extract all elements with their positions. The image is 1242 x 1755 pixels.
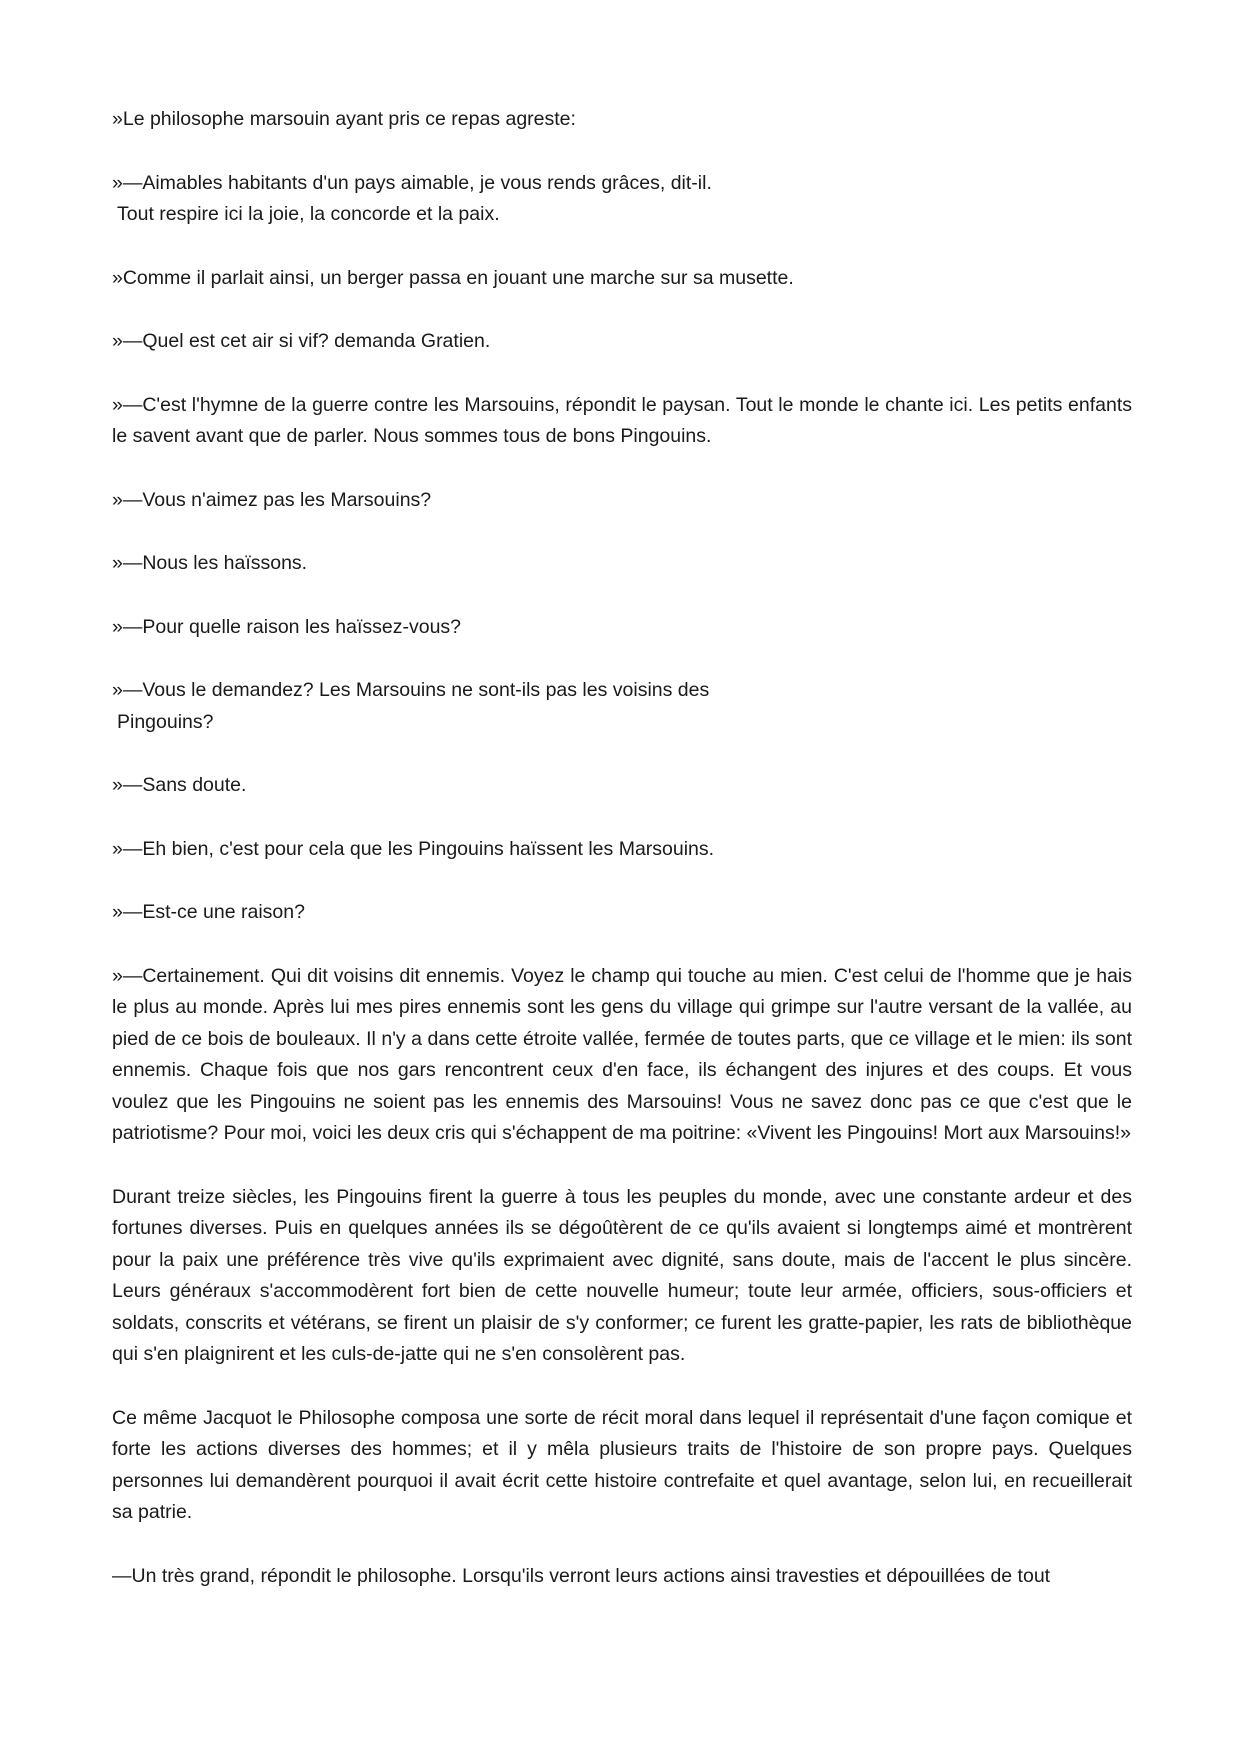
paragraph-9 [112,675,1132,738]
paragraph-2 [112,168,1132,231]
paragraph-8 [112,612,1132,644]
text-line: »—Vous n'aimez pas les Marsouins? [112,488,432,511]
text-line: »Comme il parlait ainsi, un berger passa en jouant une marche sur sa musette. [112,266,794,289]
text-line: Tout respire ici la joie, la concorde et la paix. [117,203,500,225]
paragraph-11 [112,834,1132,866]
text-line: »—Quel est cet air si vif? demanda Gratien. [112,330,491,352]
paragraph-7 [112,548,1132,580]
paragraph-13: »—Certainement. Qui dit voisins dit ennemis. Voyez le champ qui touche au mien. C'est celui de l'homme que je hais le plus au monde. Après lui mes pires ennemis sont les gens du village qui grimpe sur l'autre versant de la vallée, au pied de ce bois de bouleaux. Il n'y a dans cette étroite vallée, fermée de toutes parts, que ce village et le mien: ils sont ennemis. Chaque fois que nos gars rencontrent ceux d'en face, ils échangent des injures et des coups. Et vous voulez que les Pingouins ne soient pas les ennemis des Marsouins! Vous ne savez donc pas ce que c'est que le patriotisme? Pour moi, voici les deux cris qui s'échappent de ma poitrine: «Vivent les Pingouins! Mort aux Marsouins!» [112,964,1132,1144]
paragraph-15: Ce même Jacquot le Philosophe composa une sorte de récit moral dans lequel il représentait d'une façon comique et forte les actions diverses des hommes; et il y mêla plusieurs traits de l'histoire de son propre pays. Quelques personnes lui demandèrent pourquoi il avait écrit cette histoire contrefaite et quel avantage, selon lui, en recueillerait sa patrie. [112,1406,1132,1523]
paragraph-10 [112,770,1132,802]
paragraph-6 [112,485,1132,517]
text-line: »—Vous le demandez? Les Marsouins ne sont-ils pas les voisins des [112,679,710,701]
text-line: »—Aimables habitants d'un pays aimable, je vous rends grâces, dit-il. [112,171,712,194]
text-line: »—Eh bien, c'est pour cela que les Pingouins haïssent les Marsouins. [112,837,715,860]
paragraph-1 [112,104,1132,136]
text-line: Pingouins? [117,710,214,733]
paragraph-3 [112,263,1132,295]
paragraph-16: —Un très grand, répondit le philosophe. Lorsqu'ils verront leurs actions ainsi travesties et dépouillées de tout [112,1564,1051,1587]
paragraph-5: »—C'est l'hymne de la guerre contre les Marsouins, répondit le paysan. Tout le monde le chante ici. Les petits enfants le savent avant que de parler. Nous sommes tous de bons Pingouins. [112,393,1132,447]
text-line: »—Est-ce une raison? [112,901,305,923]
paragraph-4 [112,326,1132,358]
text-line: »—Pour quelle raison les haïssez-vous? [112,615,462,638]
paragraph-14: Durant treize siècles, les Pingouins firent la guerre à tous les peuples du monde, avec une constante ardeur et des fortunes diverses. Puis en quelques années ils se dégoûtèrent de ce qu'ils avaient si longtemps aimé et montrèrent pour la paix une préférence très vive qu'ils exprimaient avec dignité, sans doute, mais de l'accent le plus sincère. Leurs généraux s'accommodèrent fort bien de cette nouvelle humeur; toute leur armée, officiers, sous-officiers et soldats, conscrits et vétérans, se firent un plaisir de s'y conformer; ce furent les gratte-papier, les rats de bibliothèque qui s'en plaignirent et les culs-de-jatte qui ne s'en consolèrent pas. [112,1185,1132,1365]
text-line: »Le philosophe marsouin ayant pris ce repas agreste: [112,108,576,130]
text-line: »—Sans doute. [112,774,247,796]
paragraph-12 [112,897,1132,929]
text-line: »—Nous les haïssons. [112,552,308,574]
document-page [112,104,1132,1624]
